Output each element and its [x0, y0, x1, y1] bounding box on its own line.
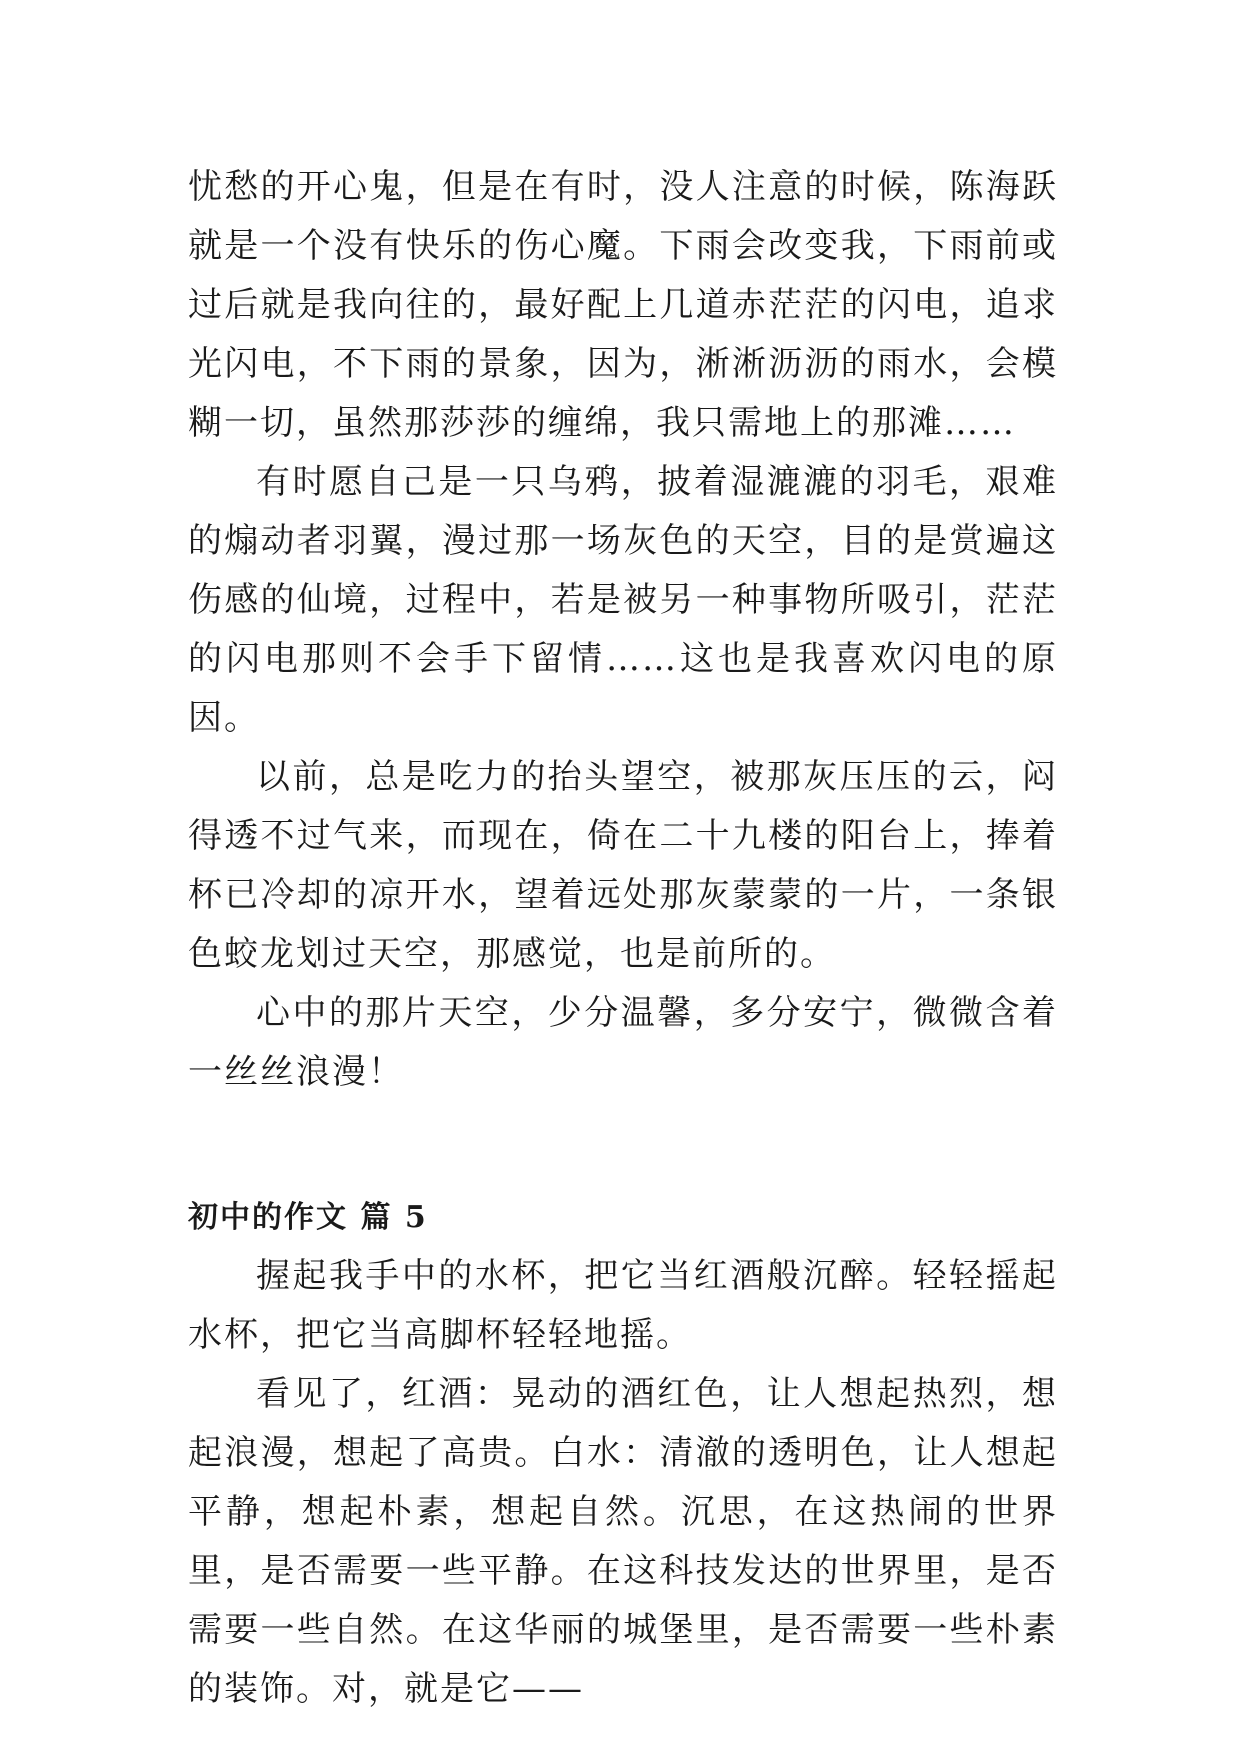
paragraph-1: 忧愁的开心鬼，但是在有时，没人注意的时候，陈海跃就是一个没有快乐的伤心魔。下雨会改变我，下雨前或过后就是我向往的，最好配上几道赤茫茫的闪电，追求光闪电，不下雨的景象，因为，淅淅沥沥的雨水，会模糊一切，虽然那莎莎的缠绵，我只需地上的那滩…… — [188, 167, 1058, 443]
paragraph-4: 心中的那片天空，少分温馨，多分安宁，微微含着一丝丝浪漫！ — [188, 993, 1058, 1092]
paragraph-3: 以前，总是吃力的抬头望空，被那灰压压的云，闷得透不过气来，而现在，倚在二十九楼的阳台上，捧着杯已冷却的凉开水，望着远处那灰蒙蒙的一片，一条银色蛟龙划过天空，那感觉，也是前所的。 — [188, 757, 1058, 974]
section-title: 初中的作文 篇 5 — [188, 1200, 428, 1235]
paragraph-5: 握起我手中的水杯，把它当红酒般沉醉。轻轻摇起水杯，把它当高脚杯轻轻地摇。 — [188, 1256, 1058, 1355]
paragraph-2: 有时愿自己是一只乌鸦，披着湿漉漉的羽毛，艰难的煽动者羽翼，漫过那一场灰色的天空，目的是赏遍这伤感的仙境，过程中，若是被另一种事物所吸引，茫茫的闪电那则不会手下留情……这也是我喜欢闪电的原因。 — [188, 462, 1058, 738]
paragraph-6: 看见了，红酒：晃动的酒红色，让人想起热烈，想起浪漫，想起了高贵。白水：清澈的透明色，让人想起平静，想起朴素，想起自然。沉思，在这热闹的世界里，是否需要一些平静。在这科技发达的世界里，是否需要一些自然。在这华丽的城堡里，是否需要一些朴素的装饰。对，就是它—— — [188, 1374, 1058, 1709]
document-page — [188, 158, 1058, 1719]
